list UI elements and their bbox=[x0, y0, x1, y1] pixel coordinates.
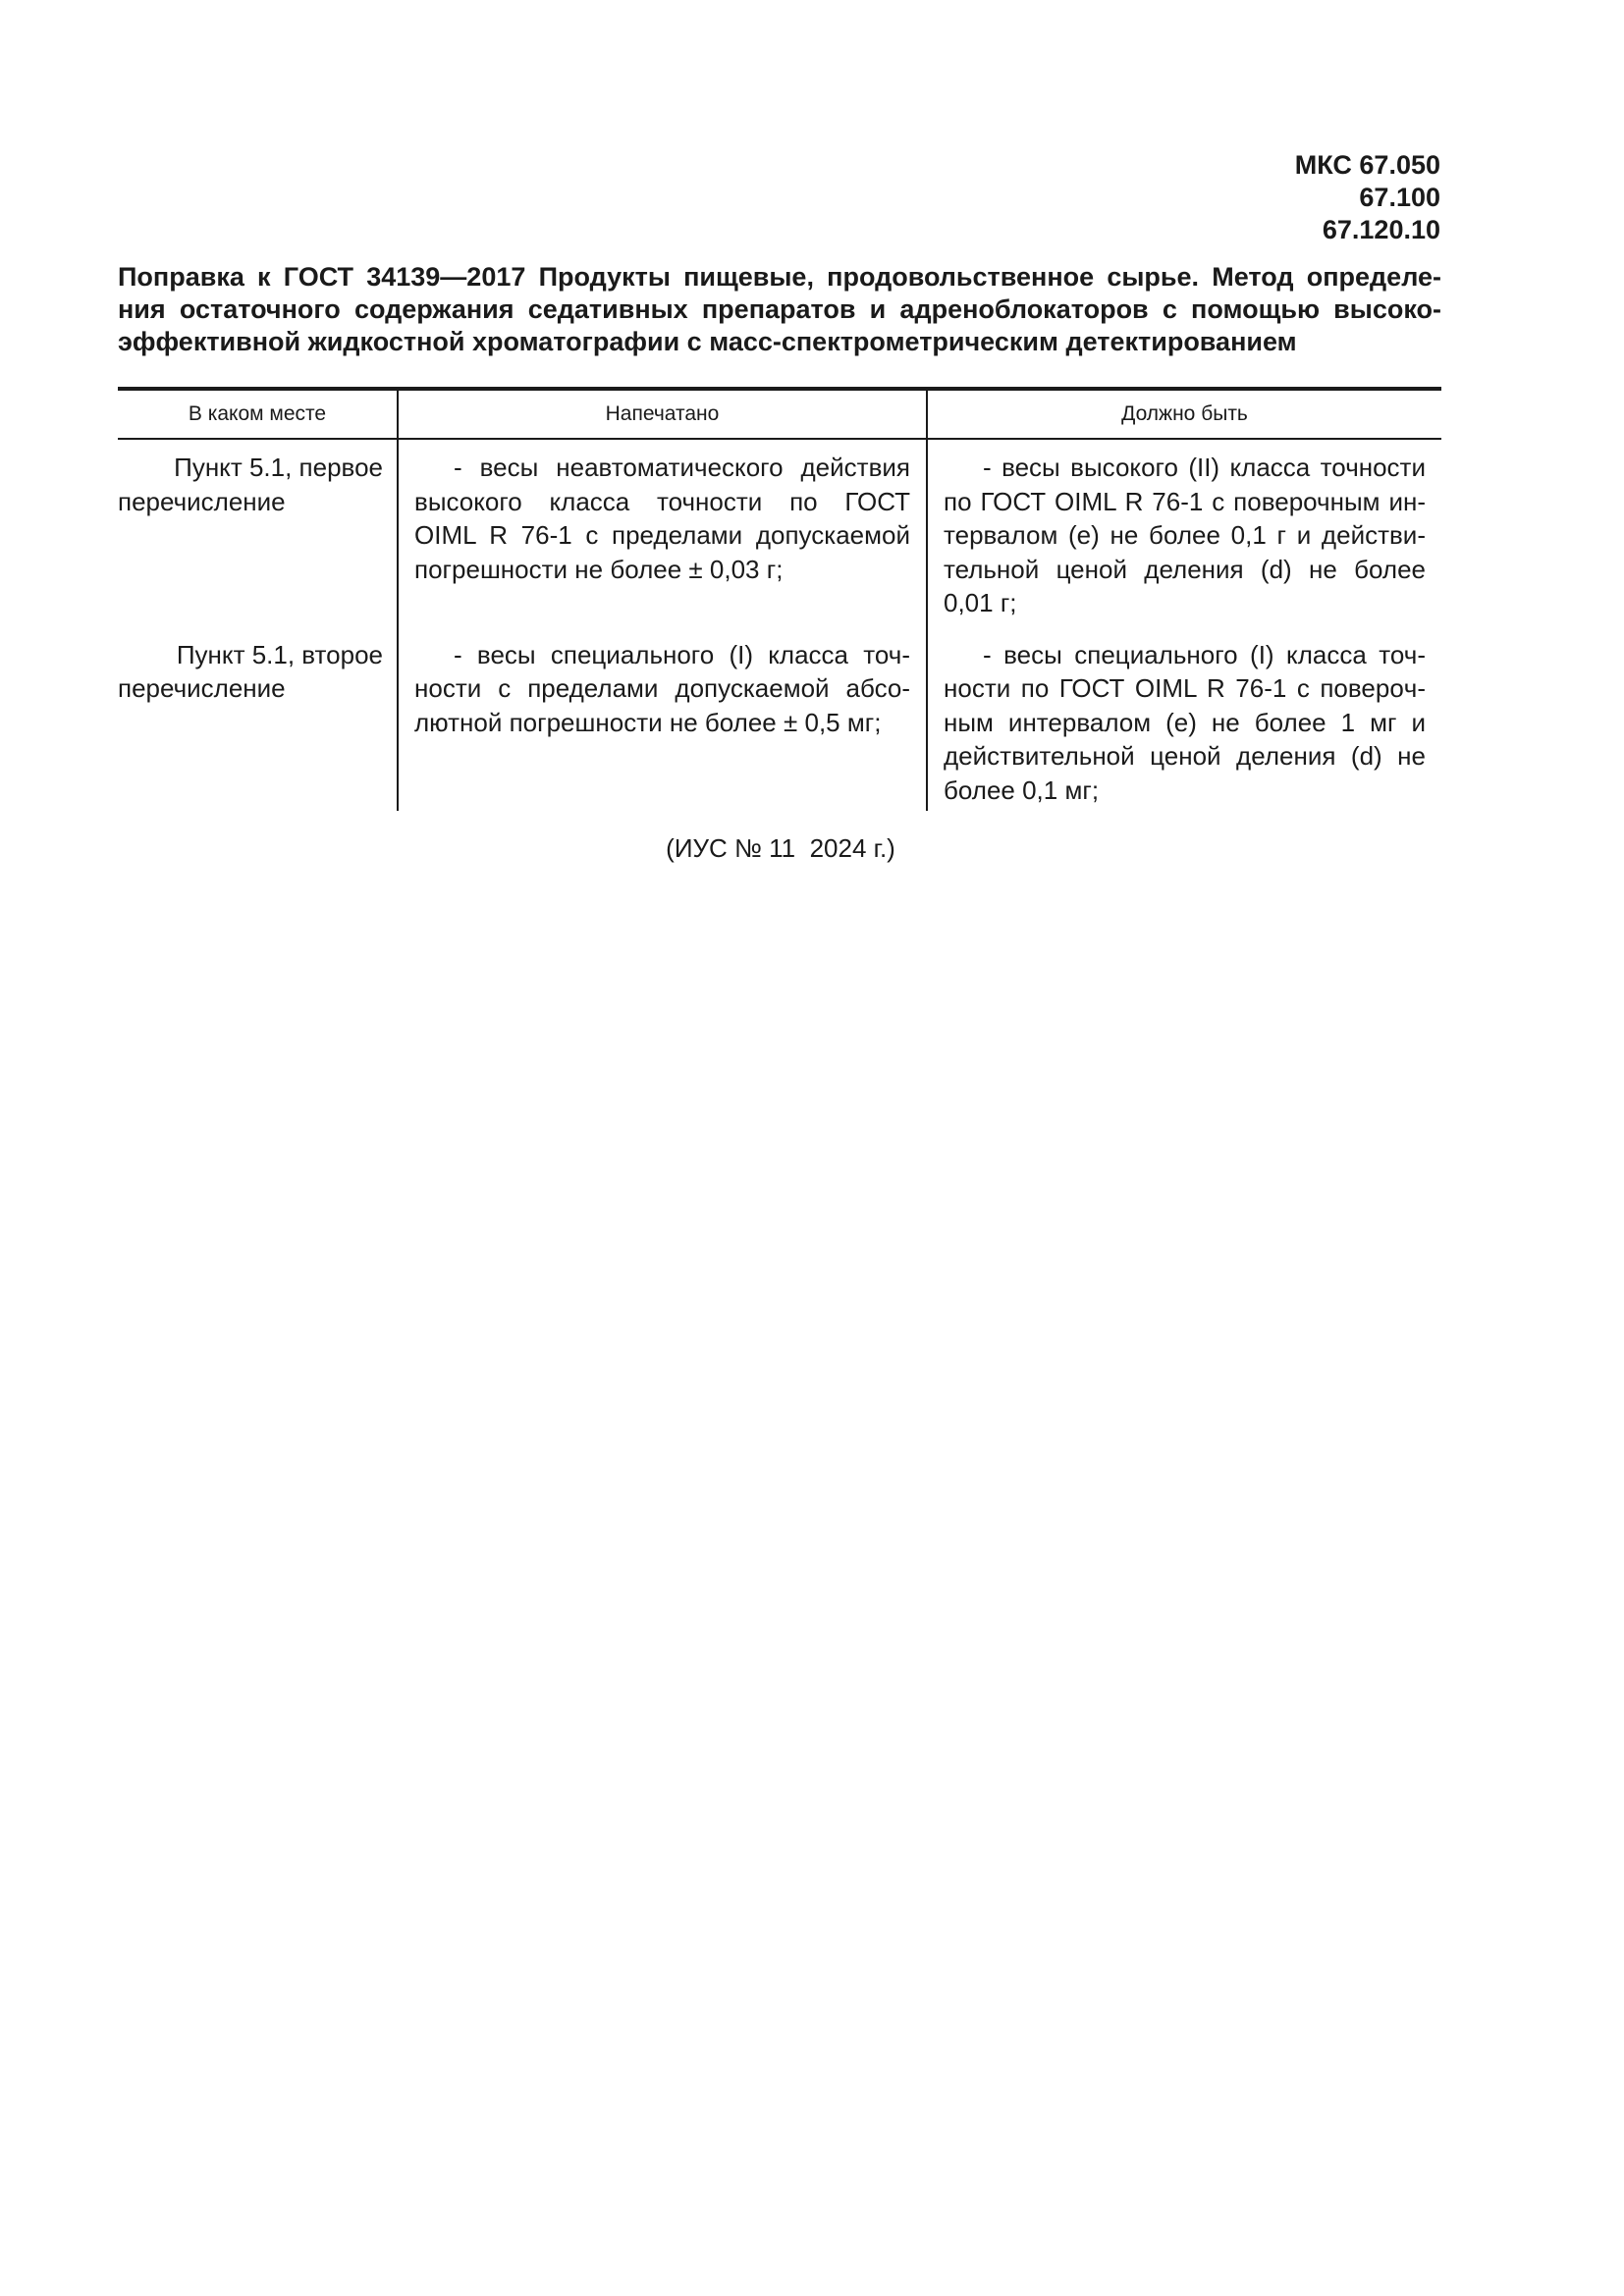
table-row bbox=[118, 439, 1441, 638]
should-be-cell bbox=[927, 439, 1441, 638]
mks-code-1: МКС 67.050 bbox=[1294, 150, 1440, 180]
cell-line: действительной ценой деления (d) не bbox=[944, 741, 1426, 771]
printed-cell bbox=[398, 638, 927, 812]
cell-line: лютной погрешности не более ± 0,5 мг; bbox=[414, 707, 882, 737]
table-header-row bbox=[118, 389, 1441, 439]
publication-reference: (ИУС № 11 2024 г.) bbox=[666, 833, 895, 863]
corrections-table bbox=[118, 387, 1441, 811]
cell-line: - весы специального (I) класса точ- bbox=[983, 639, 1426, 669]
cell-line: более 0,1 мг; bbox=[944, 774, 1100, 805]
cell-line: погрешности не более ± 0,03 г; bbox=[414, 554, 784, 584]
header-should-be: Должно быть bbox=[927, 389, 1441, 439]
cell-line: перечисление bbox=[118, 673, 286, 703]
classification-codes bbox=[1295, 149, 1440, 246]
title-line: Поправка к ГОСТ 34139—2017 Продукты пищевые, продовольственное сырье. Метод определе- bbox=[118, 262, 1441, 292]
printed-cell bbox=[398, 439, 927, 638]
cell-line: Пункт 5.1, первое bbox=[174, 453, 383, 482]
cell-line: высокого класса точности по ГОСТ bbox=[414, 486, 910, 516]
cell-line: Пункт 5.1, второе bbox=[176, 639, 383, 669]
mks-code-2: 67.100 bbox=[1359, 183, 1440, 212]
cell-line: тервалом (e) не более 0,1 г и действи- bbox=[944, 520, 1426, 550]
cell-line: ности по ГОСТ OIML R 76-1 с поверoч- bbox=[944, 673, 1426, 703]
cell-line: ным интервалом (e) не более 1 мг и bbox=[944, 707, 1426, 737]
should-be-cell bbox=[927, 638, 1441, 812]
cell-line: тельной ценой деления (d) не более bbox=[944, 554, 1426, 584]
location-cell bbox=[118, 638, 398, 812]
cell-line: OIML R 76-1 с пределами допускаемой bbox=[414, 520, 910, 550]
title-line: эффективной жидкостной хроматографии с масс-спектрометрическим детектированием bbox=[118, 327, 1297, 356]
cell-line: ности с пределами допускаемой абсо- bbox=[414, 673, 910, 703]
cell-line: - весы специального (I) класса точ- bbox=[454, 639, 910, 669]
mks-code-3: 67.120.10 bbox=[1322, 215, 1440, 244]
cell-line: - весы высокого (II) класса точности bbox=[983, 453, 1426, 482]
header-location: В каком месте bbox=[118, 389, 398, 439]
amendment-title bbox=[118, 261, 1441, 358]
cell-line: - весы неавтоматического действия bbox=[454, 453, 910, 482]
cell-line: перечисление bbox=[118, 486, 286, 516]
location-cell bbox=[118, 439, 398, 638]
title-line: ния остаточного содержания седативных препаратов и адреноблокаторов с помощью высоко- bbox=[118, 294, 1441, 324]
cell-line: 0,01 г; bbox=[944, 588, 1017, 617]
header-printed: Напечатано bbox=[398, 389, 927, 439]
table-row bbox=[118, 638, 1441, 812]
cell-line: по ГОСТ OIML R 76-1 с поверочным ин- bbox=[944, 486, 1426, 516]
